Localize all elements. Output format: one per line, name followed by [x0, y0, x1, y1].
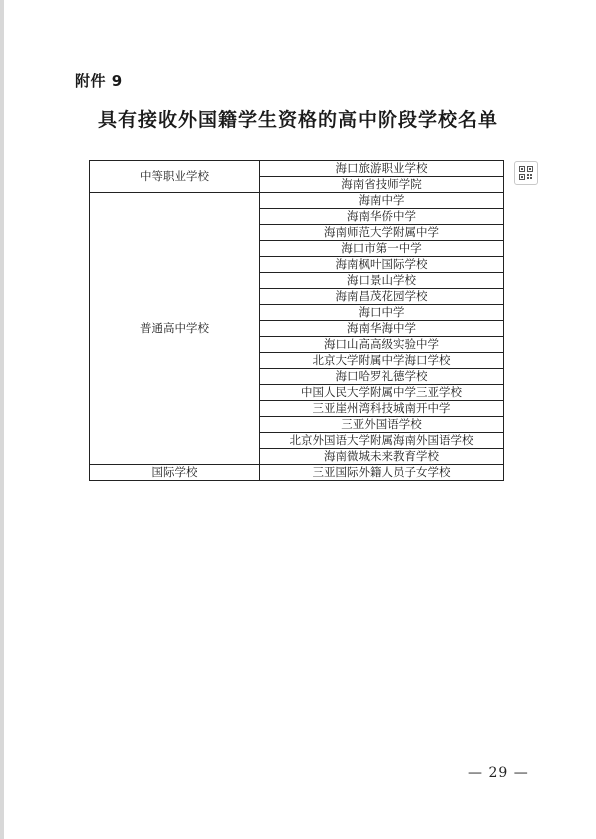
- school-name-cell: 海南省技师学院: [260, 177, 504, 193]
- school-name-cell: 海口山高高级实验中学: [260, 337, 504, 353]
- category-cell: 国际学校: [90, 465, 260, 481]
- school-name-cell: 海口中学: [260, 305, 504, 321]
- table-row: [90, 465, 504, 481]
- page-number: — 29 —: [468, 765, 529, 781]
- school-name-cell: 海南昌茂花园学校: [260, 289, 504, 305]
- school-name-cell: 三亚国际外籍人员子女学校: [260, 465, 504, 481]
- school-name-cell: 海南华海中学: [260, 321, 504, 337]
- school-name-cell: 中国人民大学附属中学三亚学校: [260, 385, 504, 401]
- category-cell: 普通高中学校: [90, 193, 260, 465]
- school-list-table: [89, 160, 504, 481]
- school-name-cell: 三亚崖州湾科技城南开中学: [260, 401, 504, 417]
- school-name-cell: 海口旅游职业学校: [260, 161, 504, 177]
- school-name-cell: 海南中学: [260, 193, 504, 209]
- attachment-label: 附件 9: [75, 72, 123, 90]
- school-name-cell: 海南华侨中学: [260, 209, 504, 225]
- school-name-cell: 海南枫叶国际学校: [260, 257, 504, 273]
- table-row: [90, 161, 504, 177]
- table-row: [90, 193, 504, 209]
- school-name-cell: 海口市第一中学: [260, 241, 504, 257]
- school-name-cell: 海口哈罗礼德学校: [260, 369, 504, 385]
- school-name-cell: 海南微城未来教育学校: [260, 449, 504, 465]
- category-cell: 中等职业学校: [90, 161, 260, 193]
- school-name-cell: 三亚外国语学校: [260, 417, 504, 433]
- qr-code-icon: [519, 166, 533, 180]
- school-name-cell: 北京外国语大学附属海南外国语学校: [260, 433, 504, 449]
- school-name-cell: 北京大学附属中学海口学校: [260, 353, 504, 369]
- school-name-cell: 海南师范大学附属中学: [260, 225, 504, 241]
- document-title: 具有接收外国籍学生资格的高中阶段学校名单: [97, 109, 498, 131]
- school-name-cell: 海口景山学校: [260, 273, 504, 289]
- qr-code-button[interactable]: [514, 161, 538, 185]
